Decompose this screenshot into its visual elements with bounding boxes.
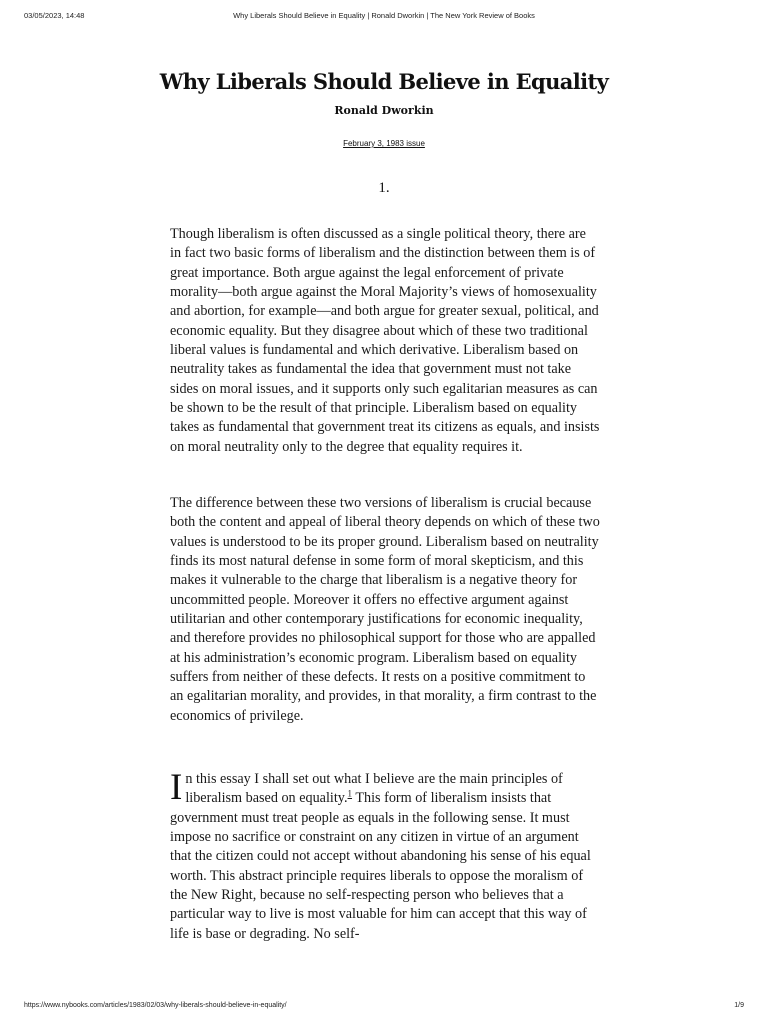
paragraph-3-lead: n this essay I shall set out what I believe are the main principles of liberalism based on equality. <box>185 771 563 807</box>
drop-cap: I <box>170 767 183 808</box>
print-url: https://www.nybooks.com/articles/1983/02/03/why-liberals-should-believe-in-equality/ <box>24 1002 287 1009</box>
article-paragraph-1: Though liberalism is often discussed as a single political theory, there are in fact two basic forms of liberalism and the distinction between them is of great importance. Both argue against the legal enforcement of private morality—both argue against the Moral Majority’s views of homosexuality and abortion, for example—and both argue for greater sexual, political, and economic equality. But they disagree about which of these two traditional liberal values is fundamental and which derivative. Liberalism based on neutrality takes as fundamental the idea that government must not take sides on moral issues, and it supports only such egalitarian measures as can be shown to be the result of that principle. Liberalism based on equality takes as fundamental that government treat its citizens as equals, and insists on moral neutrality only to the degree that equality requires it. <box>170 226 600 455</box>
print-datetime: 03/05/2023, 14:48 <box>24 11 85 20</box>
issue-date-container <box>0 139 768 148</box>
article-title: Why Liberals Should Believe in Equality <box>159 69 609 94</box>
footnote-link[interactable]: 1 <box>347 788 353 799</box>
section-number: 1. <box>378 180 390 196</box>
print-page-title: Why Liberals Should Believe in Equality | Ronald Dworkin | The New York Review of Books <box>233 11 535 20</box>
article-author[interactable]: Ronald Dworkin <box>334 104 434 117</box>
page-counter: 1/9 <box>734 1002 744 1009</box>
article-paragraph-2: The difference between these two versions of liberalism is crucial because both the content and appeal of liberal theory depends on which of these two values is understood to be its proper ground. Liberalism based on neutrality finds its most natural defense in some form of moral skepticism, and this makes it vulnerable to the charge that liberalism is a negative theory for uncommitted people. Moreover it offers no effective argument against utilitarian and other contemporary justifications for economic inequality, and therefore provides no philosophical support for those who are appalled at his administration’s economic program. Liberalism based on equality suffers from neither of these defects. It rests on a positive commitment to an egalitarian morality, and provides, in that morality, a firm contrast to the economics of privilege. <box>170 495 600 724</box>
issue-date-link[interactable]: February 3, 1983 issue <box>343 139 425 148</box>
print-footer <box>0 1002 768 1014</box>
print-header <box>0 11 768 23</box>
article-paragraph-3 <box>170 767 600 944</box>
paragraph-3-rest: This form of liberalism insists that government must treat people as equals in the following sense. It must impose no sacrifice or constraint on any citizen in virtue of an argument that the citizen could not accept without abandoning his sense of his equal worth. This abstract principle requires liberals to oppose the moralism of the New Right, because no self-respecting person who believes that a particular way to live is most valuable for him can accept that this way of life is base or degrading. No self- <box>170 790 591 942</box>
